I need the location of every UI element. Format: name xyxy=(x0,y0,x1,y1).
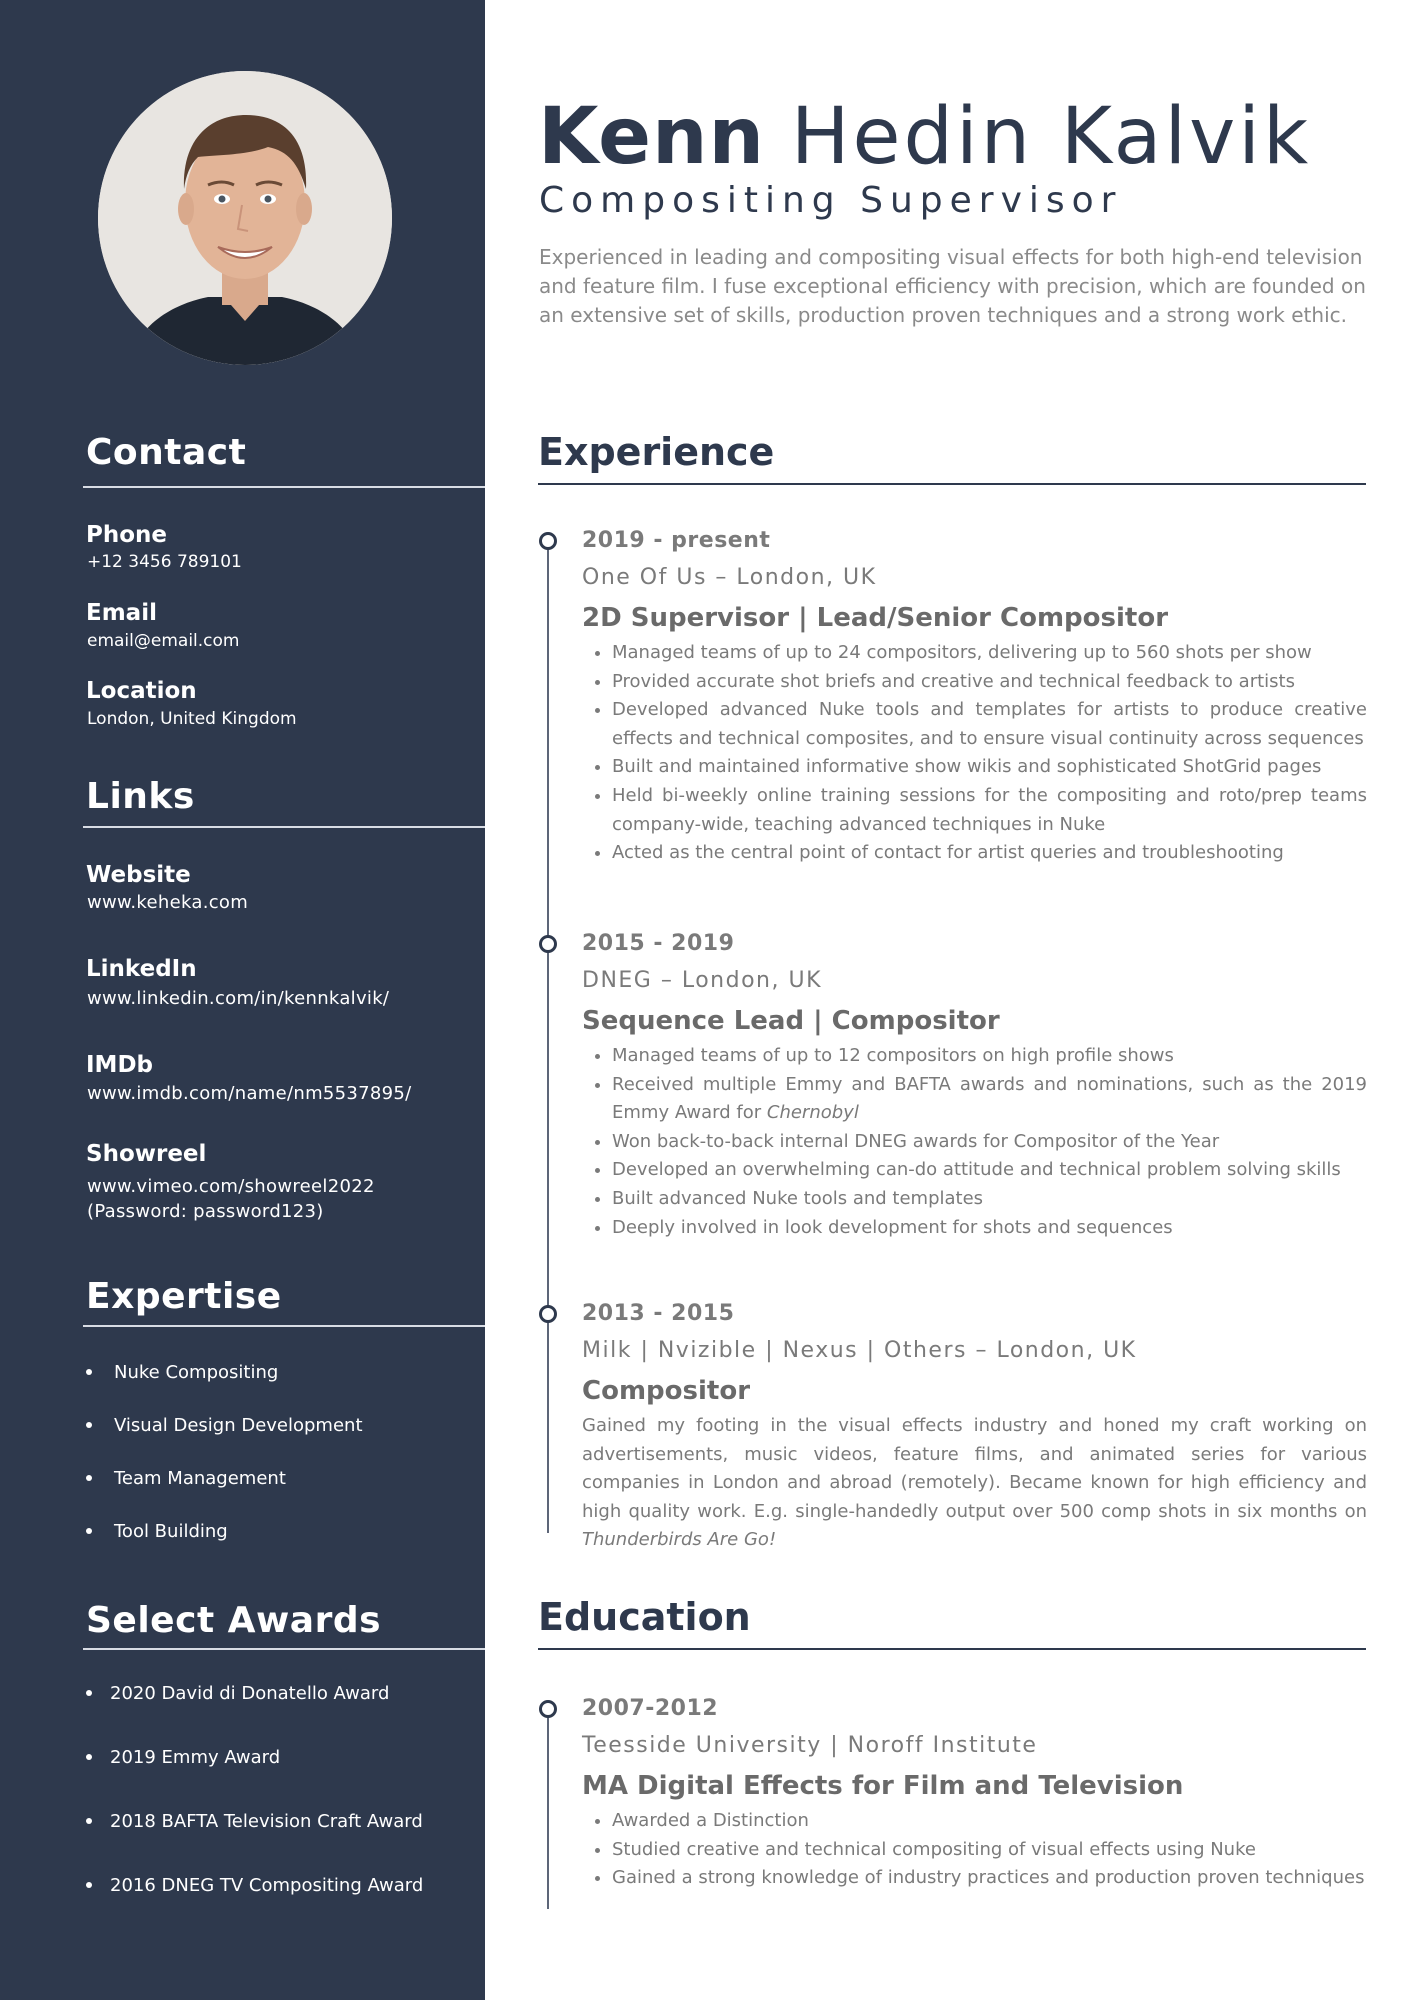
contact-divider xyxy=(83,486,485,488)
award-item: 2020 David di Donatello Award xyxy=(86,1683,389,1704)
entry-title: Sequence Lead | Compositor xyxy=(582,1006,1000,1036)
linkedin-label: LinkedIn xyxy=(86,956,197,982)
education-divider xyxy=(538,1648,1366,1650)
profile-photo-image xyxy=(98,71,392,365)
profile-photo xyxy=(98,71,392,365)
education-heading: Education xyxy=(538,1595,751,1639)
location-label: Location xyxy=(86,678,197,704)
website-link[interactable]: www.keheka.com xyxy=(87,892,249,913)
email-value[interactable]: email@email.com xyxy=(87,631,240,651)
entry-title: MA Digital Effects for Film and Television xyxy=(582,1771,1184,1801)
bullet-item: • Acted as the central point of contact for artist queries and troubleshooting xyxy=(612,839,1367,868)
last-name: Hedin Kalvik xyxy=(790,92,1312,182)
bullet-item: • Managed teams of up to 12 compositors on high profile shows xyxy=(612,1042,1367,1071)
phone-label: Phone xyxy=(86,522,168,548)
imdb-link[interactable]: www.imdb.com/name/nm5537895/ xyxy=(87,1083,412,1104)
bullet-item: • Managed teams of up to 24 compositors, delivering up to 560 shots per show xyxy=(612,639,1367,668)
timeline-node xyxy=(539,532,557,550)
first-name: Kenn xyxy=(538,92,766,182)
bullet-item: • Developed advanced Nuke tools and templates for artists to produce creative effects and technical composites, and to ensure visual continuity across sequences xyxy=(612,696,1367,753)
links-divider xyxy=(83,826,485,828)
expertise-item: Nuke Compositing xyxy=(86,1362,278,1383)
contact-heading: Contact xyxy=(86,432,247,473)
phone-value[interactable]: +12 3456 789101 xyxy=(87,552,242,572)
experience-divider xyxy=(538,483,1366,485)
website-label: Website xyxy=(86,862,191,888)
entry-period: 2015 - 2019 xyxy=(582,931,735,956)
bullet-dot xyxy=(86,1422,92,1428)
bullet-item: • Gained a strong knowledge of industry practices and production proven techniques xyxy=(612,1864,1367,1893)
bullet-dot xyxy=(86,1818,92,1824)
award-item: 2016 DNEG TV Compositing Award xyxy=(86,1875,423,1896)
imdb-label: IMDb xyxy=(86,1052,154,1078)
timeline-node xyxy=(539,935,557,953)
entry-description: Gained my footing in the visual effects industry and honed my craft working on advertisements, music videos, feature films, and animated series for various companies in London and abroad (remotely). Became known for high efficiency and high quality work. E.g. single-handedly output over 500 comp shots in six months on Thunderbirds Are Go! xyxy=(582,1415,1367,1551)
email-label: Email xyxy=(86,600,157,626)
entry-period: 2007-2012 xyxy=(582,1696,719,1721)
profile-summary: Experienced in leading and compositing visual effects for both high-end television and feature film. I fuse exceptional efficiency with precision, which are founded on an extensive set of skills, production proven techniques and a strong work ethic. xyxy=(539,245,1366,327)
bullet-dot xyxy=(86,1754,92,1760)
bullet-dot xyxy=(86,1369,92,1375)
bullet-dot xyxy=(86,1690,92,1696)
education-entry xyxy=(582,1691,1367,1893)
bullet-item: • Awarded a Distinction xyxy=(612,1807,1367,1836)
bullet-item: • Built and maintained informative show wikis and sophisticated ShotGrid pages xyxy=(612,753,1367,782)
experience-entry xyxy=(582,926,1367,1242)
linkedin-link[interactable]: www.linkedin.com/in/kennkalvik/ xyxy=(87,988,390,1009)
expertise-item: Visual Design Development xyxy=(86,1415,363,1436)
bullet-dot xyxy=(86,1882,92,1888)
bullet-item: • Developed an overwhelming can-do attitude and technical problem solving skills xyxy=(612,1156,1367,1185)
bullet-item: • Won back-to-back internal DNEG awards for Compositor of the Year xyxy=(612,1128,1367,1157)
entry-title: 2D Supervisor | Lead/Senior Compositor xyxy=(582,603,1169,633)
links-heading: Links xyxy=(86,776,195,817)
expertise-item: Tool Building xyxy=(86,1521,228,1542)
full-name xyxy=(538,92,1311,182)
bullet-item: • Studied creative and technical compositing of visual effects using Nuke xyxy=(612,1836,1367,1865)
entry-organization: Teesside University | Noroff Institute xyxy=(582,1733,1038,1758)
award-item: 2018 BAFTA Television Craft Award xyxy=(86,1811,423,1832)
entry-bullets xyxy=(582,1807,1367,1893)
location-value: London, United Kingdom xyxy=(87,709,297,729)
entry-organization: DNEG – London, UK xyxy=(582,968,822,993)
entry-period: 2019 - present xyxy=(582,528,771,553)
education-timeline xyxy=(547,1715,549,1909)
expertise-divider xyxy=(83,1325,485,1327)
timeline-node xyxy=(539,1305,557,1323)
award-item: 2019 Emmy Award xyxy=(86,1747,280,1768)
bullet-item: • Received multiple Emmy and BAFTA awards and nominations, such as the 2019 Emmy Award for Chernobyl xyxy=(612,1071,1367,1128)
bullet-dot xyxy=(86,1475,92,1481)
awards-divider xyxy=(83,1648,485,1650)
expertise-item: Team Management xyxy=(86,1468,286,1489)
experience-timeline xyxy=(547,541,549,1533)
showreel-password: (Password: password123) xyxy=(87,1201,324,1222)
bullet-item: • Provided accurate shot briefs and creative and technical feedback to artists xyxy=(612,668,1367,697)
experience-heading: Experience xyxy=(538,430,775,474)
bullet-item: • Deeply involved in look development for shots and sequences xyxy=(612,1214,1367,1243)
bullet-dot xyxy=(86,1528,92,1534)
bullet-item: • Held bi-weekly online training sessions for the compositing and roto/prep teams company-wide, teaching advanced techniques in Nuke xyxy=(612,782,1367,839)
showreel-label: Showreel xyxy=(86,1141,207,1167)
entry-organization: One Of Us – London, UK xyxy=(582,565,877,590)
job-title: Compositing Supervisor xyxy=(539,180,1123,221)
entry-organization: Milk | Nvizible | Nexus | Others – London, UK xyxy=(582,1338,1137,1363)
expertise-heading: Expertise xyxy=(86,1276,282,1317)
show-title: Thunderbirds Are Go! xyxy=(582,1529,777,1551)
experience-entry xyxy=(582,1296,1367,1555)
showreel-link[interactable]: www.vimeo.com/showreel2022 xyxy=(87,1176,375,1197)
awards-heading: Select Awards xyxy=(86,1600,382,1641)
entry-bullets xyxy=(582,639,1367,868)
sidebar xyxy=(0,0,485,2000)
entry-title: Compositor xyxy=(582,1376,751,1406)
show-title: Chernobyl xyxy=(766,1102,859,1124)
entry-period: 2013 - 2015 xyxy=(582,1301,735,1326)
bullet-item: • Built advanced Nuke tools and templates xyxy=(612,1185,1367,1214)
timeline-node xyxy=(539,1700,557,1718)
entry-bullets xyxy=(582,1042,1367,1242)
experience-entry xyxy=(582,523,1367,868)
